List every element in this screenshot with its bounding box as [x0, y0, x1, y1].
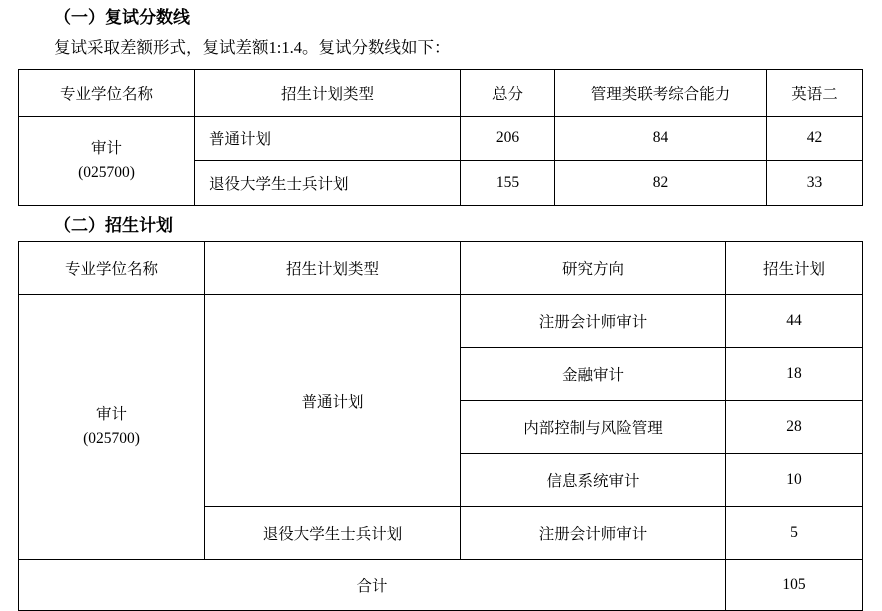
- column-header-enrollment-quota: 招生计划: [726, 242, 863, 295]
- cell-total-score: 155: [461, 161, 555, 206]
- cell-comprehensive-ability: 82: [555, 161, 767, 206]
- cell-comprehensive-ability: 84: [555, 116, 767, 161]
- retest-score-line-table: [18, 69, 863, 206]
- column-header-plan-type: 招生计划类型: [195, 69, 461, 116]
- cell-research-direction: 注册会计师审计: [461, 507, 726, 560]
- cell-enrollment-quota: 28: [726, 401, 863, 454]
- table-row: [19, 295, 863, 348]
- table-header-row: [19, 242, 863, 295]
- major-name-line-1: 审计: [95, 405, 127, 423]
- cell-enrollment-quota: 18: [726, 348, 863, 401]
- column-header-comprehensive-ability: 管理类联考综合能力: [555, 69, 767, 116]
- table-row: [19, 116, 863, 161]
- enrollment-plan-table: [18, 241, 863, 611]
- cell-research-direction: 内部控制与风险管理: [461, 401, 726, 454]
- major-name-line-1: 审计: [90, 139, 122, 157]
- column-header-major-name: 专业学位名称: [19, 69, 195, 116]
- cell-plan-type-normal: 普通计划: [205, 295, 461, 507]
- retest-description-paragraph: 复试采取差额形式，复试差额1:1.4。复试分数线如下：: [54, 37, 451, 57]
- cell-research-direction: 注册会计师审计: [461, 295, 726, 348]
- section-heading-retest-score-line: （一）复试分数线: [54, 8, 190, 27]
- table-header-row: [19, 69, 863, 116]
- cell-plan-type: 退役大学生士兵计划: [195, 161, 461, 206]
- cell-total-score: 206: [461, 116, 555, 161]
- cell-total-value: 105: [726, 560, 863, 611]
- column-header-research-direction: 研究方向: [461, 242, 726, 295]
- cell-plan-type-veteran: 退役大学生士兵计划: [205, 507, 461, 560]
- table-total-row: [19, 560, 863, 611]
- cell-plan-type: 普通计划: [195, 116, 461, 161]
- cell-english-two: 33: [767, 161, 863, 206]
- cell-enrollment-quota: 5: [726, 507, 863, 560]
- cell-enrollment-quota: 44: [726, 295, 863, 348]
- cell-research-direction: 信息系统审计: [461, 454, 726, 507]
- cell-major-name: [19, 295, 205, 560]
- column-header-english-two: 英语二: [767, 69, 863, 116]
- major-code-line-2: (025700): [78, 163, 135, 181]
- column-header-total-score: 总分: [461, 69, 555, 116]
- cell-english-two: 42: [767, 116, 863, 161]
- cell-major-name: [19, 116, 195, 205]
- section-heading-enrollment-plan: （二）招生计划: [54, 215, 173, 235]
- cell-research-direction: 金融审计: [461, 348, 726, 401]
- column-header-major-name: 专业学位名称: [19, 242, 205, 295]
- column-header-plan-type: 招生计划类型: [205, 242, 461, 295]
- major-code-line-2: (025700): [83, 430, 140, 448]
- cell-enrollment-quota: 10: [726, 454, 863, 507]
- cell-total-label: 合计: [19, 560, 726, 611]
